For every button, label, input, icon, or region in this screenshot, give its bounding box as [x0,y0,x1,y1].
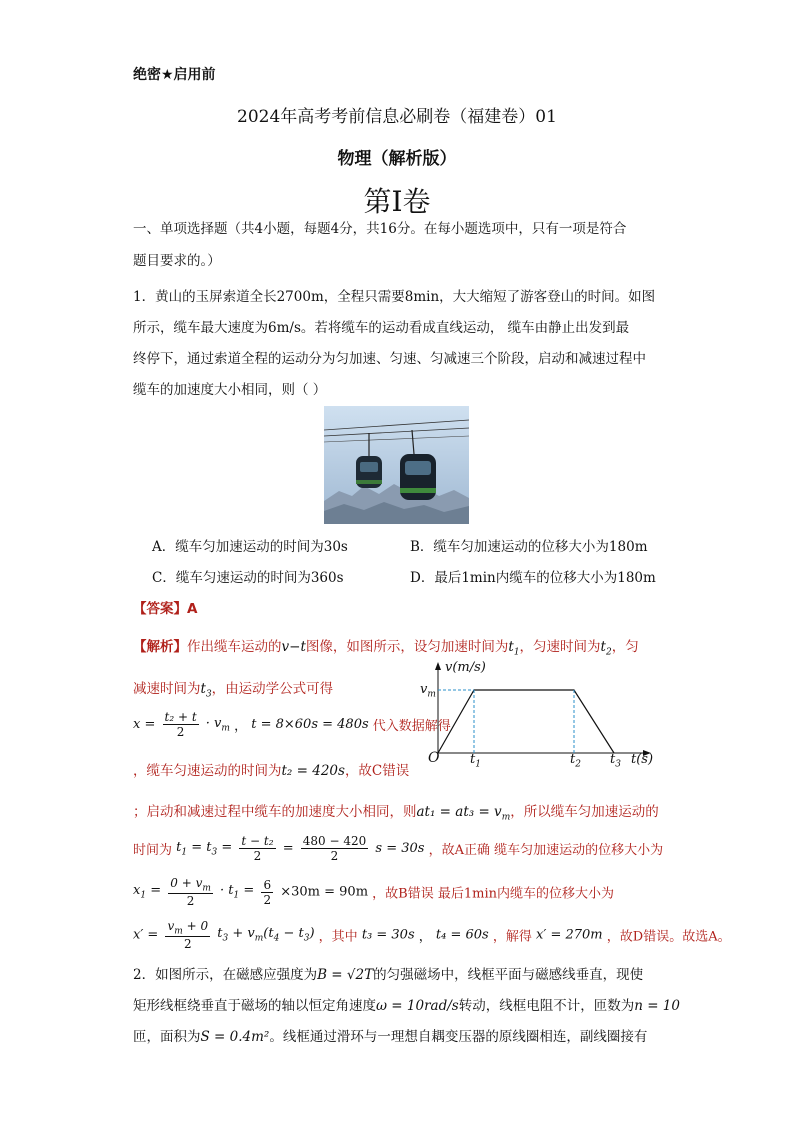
fraction-numerator: t − t₂ [241,834,274,848]
formula-x1: ×30m = 90m [280,884,369,900]
analysis-text: ，所以缆车匀加速运动的 [510,804,659,820]
q2-line-3: 匝，面积为S = 0.4m²。线框通过滑环与一理想自耦变压器的原线圈相连，副线圈接有 [133,1029,648,1045]
analysis-text: ，匀速时间为 [519,639,601,655]
q2-line-1: 2．如图所示，在磁感应强度为B = √2T的匀强磁场中，线框平面与磁感线垂直，现使 [133,967,644,983]
subject-title: 物理（解析版） [337,149,457,169]
graph-t3: $t_3$ [610,752,621,770]
analysis-line-5: ；启动和减速过程中缆车的加速度大小相同，则$at_1 = at_3 = v_m$，所以缆车匀加速运动的 [133,804,659,823]
vt-graph [405,660,660,770]
formula-omega: ω = 10rad/s [376,998,459,1014]
analysis-line-6: 时间为 $t_1 = t_3$ = $\frac{\text{t − t₂}}{2}$ = $\frac{480 - 420}{2}$ s = 30s ，故A正确 缆车匀加速运动的位移大小为 [133,834,664,863]
formula-xprime: x′ = 270m [536,927,603,943]
analysis-text: ；启动和减速过程中缆车的加速度大小相同，则 [133,804,417,820]
analysis-text: ，匀 [611,639,639,655]
analysis-text: ，解得 [492,929,532,945]
fraction-denominator: 2 [253,849,262,863]
fraction-denominator: 2 [330,849,339,863]
formula-s: S = 0.4m² [200,1029,270,1045]
fraction-numerator: t₂ + t [164,710,197,724]
analysis-text: ，故A正确 缆车匀加速运动的位移大小为 [428,843,664,858]
analysis-line-1: 【解析】作出缆车运动的v−t图像，如图所示，设匀加速时间为$t_1$，匀速时间为$t_2$，匀 [133,639,639,658]
q1-stem-3: 终停下，通过索道全程的运动分为匀加速、匀速、匀减速三个阶段，启动和减速过程中 [133,351,646,367]
analysis-text: ，故C错误 [344,763,410,779]
confidential-mark: 绝密★启用前 [133,67,216,83]
section-instructions-1: 一、单项选择题（共4小题，每题4分，共16分。在每小题选项中，只有一项是符合 [133,221,627,237]
cable-car-photo [324,406,469,524]
q1-option-a[interactable]: A．缆车匀加速运动的时间为30s [152,539,348,555]
formula-total-time: t = 8×60s = 480s [251,717,369,732]
formula-t3: t₃ = 30s [361,927,415,943]
analysis-line-4 [133,759,409,779]
graph-xlabel: t(s) [631,752,654,767]
graph-ylabel: v(m/s) [445,660,486,675]
fraction-numerator: 480 − 420 [302,834,367,848]
q1-option-d[interactable]: D．最后1min内缆车的位移大小为180m [410,570,656,586]
formula-t4: t₄ = 60s [435,927,489,943]
analysis-text: ，故D错误。故选A。 [606,929,731,945]
analysis-line-2: 减速时间为$t_3$，由运动学公式可得 [133,681,334,700]
analysis-line-8: x′ = $\frac{v_m + 0}{2}$ $t_3 + v_m(t_4 - t_3)$ ，其中 t₃ = 30s ， t₄ = 60s ，解得 x′ = 270m ，故D错误。故选A。 [133,919,731,952]
q1-answer [133,597,197,617]
analysis-line-3: x = $\frac{\text{t₂ + t}}{2}$ · $v_m$ ， t = 8×60s = 480s 代入数据解得 [133,710,451,739]
graph-t2: $t_2$ [570,752,581,770]
graph-origin: O [428,750,440,766]
graph-t1: $t_1$ [470,752,481,770]
exam-title: 2024年高考考前信息必刷卷（福建卷）01 [237,107,557,127]
analysis-label: 【解析】 [133,639,187,655]
section-instructions-2: 题目要求的。） [133,253,221,269]
part-title: 第I卷 [363,185,431,218]
formula-accel: at₁ = at₃ = v [416,804,502,820]
q1-option-c[interactable]: C．缆车匀速运动的时间为360s [152,570,344,586]
analysis-text: 代入数据解得 [372,719,451,734]
analysis-text: 减速时间为 [133,681,201,697]
analysis-text: 图像，如图所示，设匀加速时间为 [305,639,509,655]
answer-value: A [187,601,198,617]
analysis-text: 时间为 [133,843,173,858]
formula-t2: t₂ = 420s [281,763,345,779]
answer-label: 【答案】 [133,601,187,617]
analysis-line-7: $x_1$ = $\frac{0 + v_m}{2}$ · $t_1$ = $\frac{6}{2}$ ×30m = 90m ，故B错误 最后1min内缆车的位移大小为 [133,876,614,909]
analysis-text: ，由运动学公式可得 [211,681,334,697]
q1-stem-1: 1．黄山的玉屏索道全长2700m，全程只需要8min，大大缩短了游客登山的时间。如图 [133,289,656,305]
analysis-text: ，故B错误 最后1min内缆车的位移大小为 [372,886,614,902]
analysis-text: ，缆车匀速运动的时间为 [133,763,282,779]
vt-symbol: v−t [281,639,306,655]
q2-line-2: 矩形线框绕垂直于磁场的轴以恒定角速度ω = 10rad/s转动，线框电阻不计，匝数为n = 10 [133,998,680,1014]
fraction-denominator: 2 [176,725,185,739]
q1-stem-4: 缆车的加速度大小相同，则（ ） [133,382,327,398]
formula-n: n = 10 [634,998,680,1014]
q1-stem-2: 所示，缆车最大速度为6m/s。若将缆车的运动看成直线运动， 缆车由静止出发到最 [133,320,630,336]
formula-t1: s = 30s [375,841,425,856]
graph-vm-label: $v_m$ [420,682,436,700]
analysis-text: ，其中 [318,929,358,945]
formula-b: B = √2T [317,967,374,983]
q1-option-b[interactable]: B．缆车匀加速运动的位移大小为180m [410,539,648,555]
analysis-text: 作出缆车运动的 [187,639,282,655]
